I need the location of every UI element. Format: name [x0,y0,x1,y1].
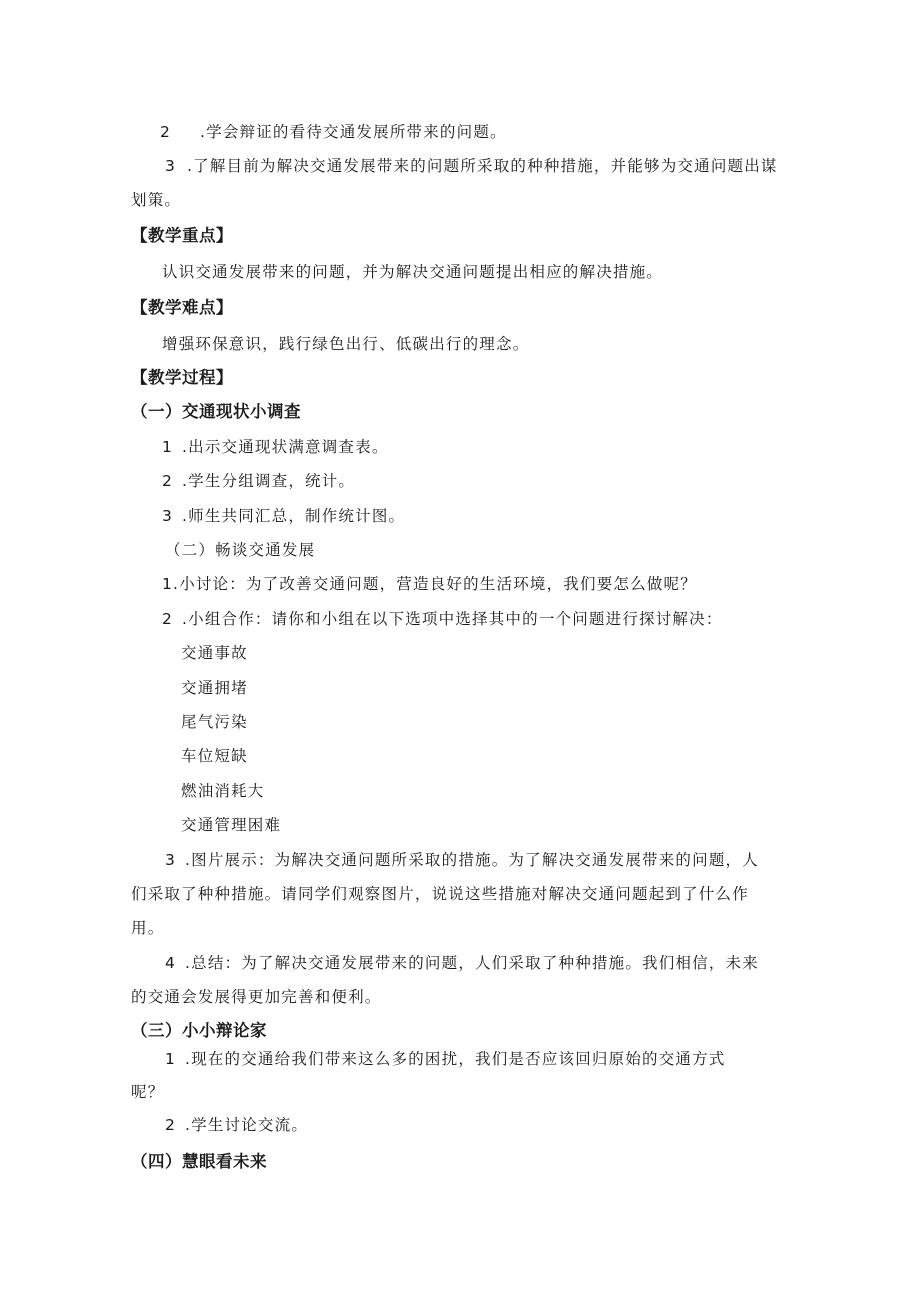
item-text: .师生共同汇总，制作统计图。 [182,507,406,525]
option-item: 燃油消耗大 [181,782,265,800]
section-2-item-4 [165,953,759,973]
objective-item-2 [160,122,507,142]
item-number: 1 [165,1050,177,1068]
item-number: 2 [160,123,172,141]
section-2-item-3 [165,850,759,870]
section-3-item-1-continuation: 呢？ [131,1083,165,1101]
option-item: 交通管理困难 [181,816,282,834]
option-item: 车位短缺 [181,747,248,765]
item-number: 3 [165,851,177,869]
item-text: .总结：为了解决交通发展带来的问题，人们采取了种种措施。我们相信，未来 [185,954,759,972]
section-2-title: （二）畅谈交通发展 [165,541,316,559]
section-1-title: （一）交通现状小调查 [131,402,301,421]
heading-key-points: 【教学重点】 [131,226,233,245]
option-item: 交通事故 [181,644,248,662]
item-number: 2 [162,610,174,628]
section-1-item-1 [162,437,389,457]
item-text: .了解目前为解决交通发展带来的问题所采取的种种措施，并能够为交通问题出谋 [187,157,778,175]
key-points-text: 认识交通发展带来的问题，并为解决交通问题提出相应的解决措施。 [162,263,664,281]
section-3-item-2 [165,1115,308,1135]
section-1-item-3 [162,506,405,526]
section-2-item-3-continuation: 用。 [131,919,165,937]
heading-process: 【教学过程】 [131,368,233,387]
difficulties-text: 增强环保意识，践行绿色出行、低碳出行的理念。 [162,335,530,353]
item-number: 3 [165,157,177,175]
objective-item-3-continuation: 划策。 [131,191,182,209]
heading-difficulties: 【教学难点】 [131,298,233,317]
option-item: 交通拥堵 [181,679,248,697]
section-1-item-2 [162,471,355,491]
item-number: 2 [165,1116,177,1134]
item-text: .学生分组调查，统计。 [182,472,356,490]
item-number: 3 [162,507,174,525]
item-text: .出示交通现状满意调查表。 [182,438,389,456]
item-number: 2 [162,472,174,490]
option-item: 尾气污染 [181,713,248,731]
item-text: .现在的交通给我们带来这么多的困扰，我们是否应该回归原始的交通方式 [185,1050,726,1068]
section-3-item-1 [165,1049,726,1069]
item-number: 4 [165,954,177,972]
item-text: .学生讨论交流。 [185,1116,309,1134]
section-2-item-2 [162,609,723,629]
section-2-item-3-continuation: 们采取了种种措施。请同学们观察图片，说说这些措施对解决交通问题起到了什么作 [131,885,749,903]
objective-item-3 [165,156,778,176]
section-2-item-1: 1.小讨论：为了改善交通问题，营造良好的生活环境，我们要怎么做呢？ [162,575,697,593]
item-text: .学会辩证的看待交通发展所带来的问题。 [200,123,507,141]
section-2-item-4-continuation: 的交通会发展得更加完善和便利。 [131,988,382,1006]
item-number: 1 [162,438,174,456]
section-3-title: （三）小小辩论家 [131,1021,267,1040]
item-text: .图片展示：为解决交通问题所采取的措施。为了解决交通发展带来的问题，人 [185,851,759,869]
item-text: .小组合作：请你和小组在以下选项中选择其中的一个问题进行探讨解决： [182,610,723,628]
section-4-title: （四）慧眼看未来 [131,1152,267,1171]
